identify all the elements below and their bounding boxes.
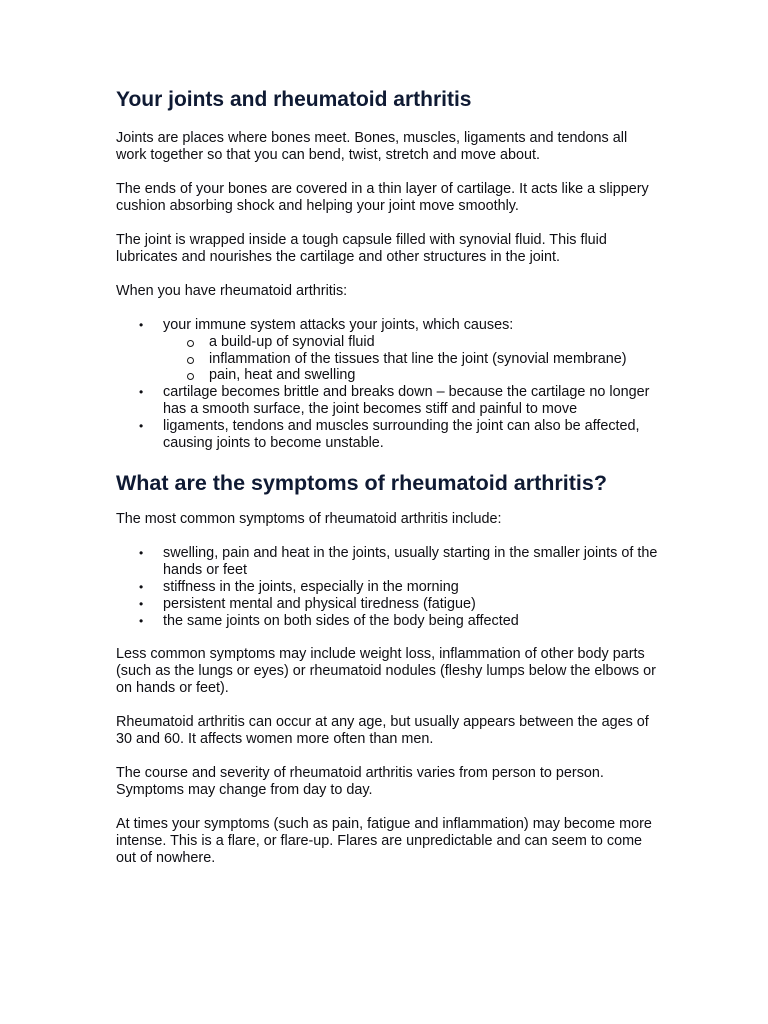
list-item [139,417,661,452]
list-item-text: persistent mental and physical tiredness (fatigue) [163,595,476,612]
paragraph-age-onset: Rheumatoid arthritis can occur at any age, but usually appears between the ages of 30 and 60. It affects women more often than men. [116,714,649,748]
list-item-text: cartilage becomes brittle and breaks down – because the cartilage no longer has a smooth surface, the joint becomes stiff and painful to move [163,384,650,417]
bullet-icon: • [139,318,144,332]
paragraph-synovial-capsule: The joint is wrapped inside a tough capsule filled with synovial fluid. This fluid lubricates and nourishes the cartilage and other structures in the joint. [116,232,607,265]
list-item [139,384,661,418]
bullet-icon: • [139,579,144,594]
list-item-text: stiffness in the joints, especially in the morning [163,578,459,595]
list-item-text: your immune system attacks your joints, which causes: [163,317,514,333]
sub-list [163,334,661,384]
list-item [139,578,661,596]
sub-list-item [209,351,661,368]
hollow-bullet-icon [187,357,194,364]
paragraph-cartilage: The ends of your bones are covered in a thin layer of cartilage. It acts like a slippery cushion absorbing shock and helping your joint move smoothly. [116,181,649,214]
paragraph-less-common-symptoms: Less common symptoms may include weight loss, inflammation of other body parts (such as the lungs or eyes) or rheumatoid nodules (fleshy lumps below the elbows or on hands or feet). [116,646,656,697]
paragraph-flares: At times your symptoms (such as pain, fatigue and inflammation) may become more intense. This is a flare, or flare-up. Flares are unpredictable and can seem to come out of nowhere. [116,816,652,867]
list-item-text: swelling, pain and heat in the joints, usually starting in the smaller joints of the hands or feet [163,545,658,579]
bullet-icon: • [139,596,144,611]
section-heading-symptoms: What are the symptoms of rheumatoid arthritis? [116,471,607,496]
paragraph-joints-intro: Joints are places where bones meet. Bones, muscles, ligaments and tendons all work together so that you can bend, twist, stretch and move about. [116,130,628,163]
document-page [116,86,661,884]
paragraph-symptoms-intro: The most common symptoms of rheumatoid arthritis include: [116,511,502,528]
bullet-icon: • [139,418,144,433]
sub-list-item-text: a build-up of synovial fluid [209,333,375,350]
list-item-text: ligaments, tendons and muscles surrounding the joint can also be affected, causing joints to become unstable. [163,417,640,451]
hollow-bullet-icon [187,373,194,380]
sub-list-item [209,334,661,351]
sub-list-item [209,367,661,384]
list-item [139,317,661,384]
list-item-text: the same joints on both sides of the body being affected [163,612,519,629]
bullet-icon: • [139,546,144,561]
list-item [139,595,661,613]
list-item [139,612,661,630]
paragraph-when-you-have: When you have rheumatoid arthritis: [116,283,348,299]
effects-list [116,317,661,451]
bullet-icon: • [139,613,144,628]
sub-list-item-text: pain, heat and swelling [209,367,356,384]
sub-list-item-text: inflammation of the tissues that line the joint (synovial membrane) [209,350,627,367]
symptoms-list [116,545,661,629]
section-heading-joints: Your joints and rheumatoid arthritis [116,88,472,111]
bullet-icon: • [139,385,144,400]
list-item [139,545,661,579]
hollow-bullet-icon [187,340,194,347]
paragraph-course-severity: The course and severity of rheumatoid arthritis varies from person to person. Symptoms may change from day to day. [116,765,604,799]
